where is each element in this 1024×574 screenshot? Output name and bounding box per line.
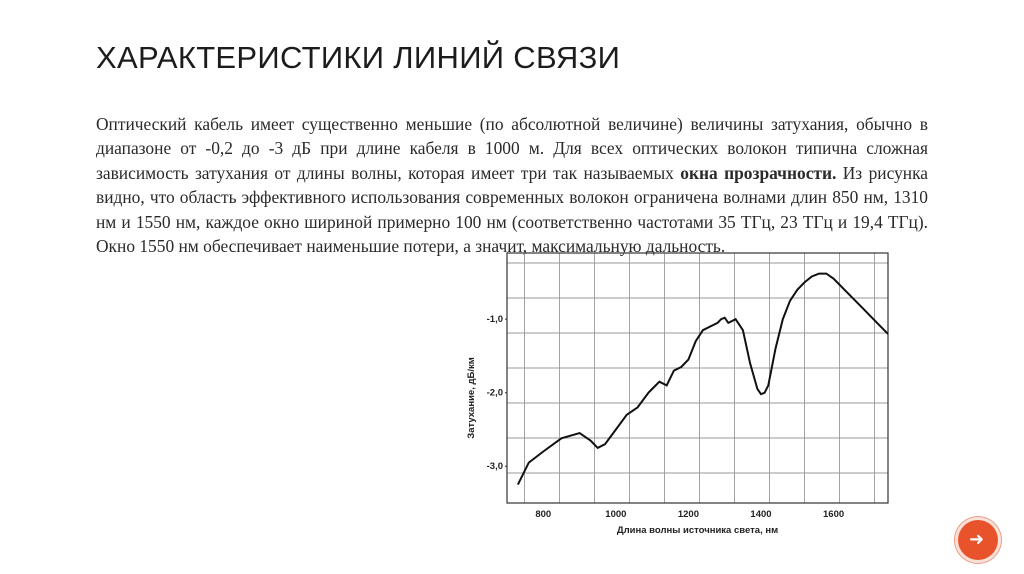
attenuation-chart [460, 245, 900, 550]
x-tick-label: 1400 [750, 509, 772, 520]
x-tick-label: 1000 [605, 509, 627, 520]
paragraph-text-part1: Оптический кабель имеет существенно меньшие (по абсолютной величине) величины затухания, обычно в диапазоне от -0,2 до -3 дБ при длине кабеля в 1000 м. Для всех оптических волокон типична сложная зависимость затухания от длины волны, которая имеет три так называемых [96, 114, 928, 183]
x-tick-label: 1600 [823, 509, 845, 520]
paragraph-text-part2: Из рисунка видно, что область эффективного использования современных волокон ограничена волнами длин 850 нм, 1310 нм и 1550 нм, каждое окно шириной примерно 100 нм (соответственно частотами 35 ТГц, 23 ТГц и 19,4 ТГц). Окно 1550 нм обеспечивает наименьшие потери, а значит, максимальную дальность. [96, 162, 929, 257]
y-tick-label: -2,0 [486, 387, 503, 399]
chart-grid [507, 253, 888, 503]
x-axis-label: Длина волны источника света, нм [616, 525, 779, 536]
x-tick-label: 1200 [677, 509, 699, 520]
paragraph-bold-term: окна прозрачности. [680, 162, 837, 183]
attenuation-chart-svg [460, 245, 900, 545]
arrow-right-icon: ➜ [969, 529, 985, 550]
chart-ticks [487, 314, 845, 520]
y-tick-label: -1,0 [486, 314, 503, 326]
y-tick-label: -3,0 [486, 461, 503, 473]
slide-title: ХАРАКТЕРИСТИКИ ЛИНИЙ СВЯЗИ [96, 40, 621, 75]
x-tick-label: 800 [535, 509, 552, 520]
y-axis-label: Затухание, дБ/км [466, 357, 477, 439]
attenuation-curve [518, 274, 888, 485]
plot-frame [507, 253, 888, 503]
body-paragraph [96, 112, 928, 258]
next-slide-button[interactable] [958, 520, 998, 560]
